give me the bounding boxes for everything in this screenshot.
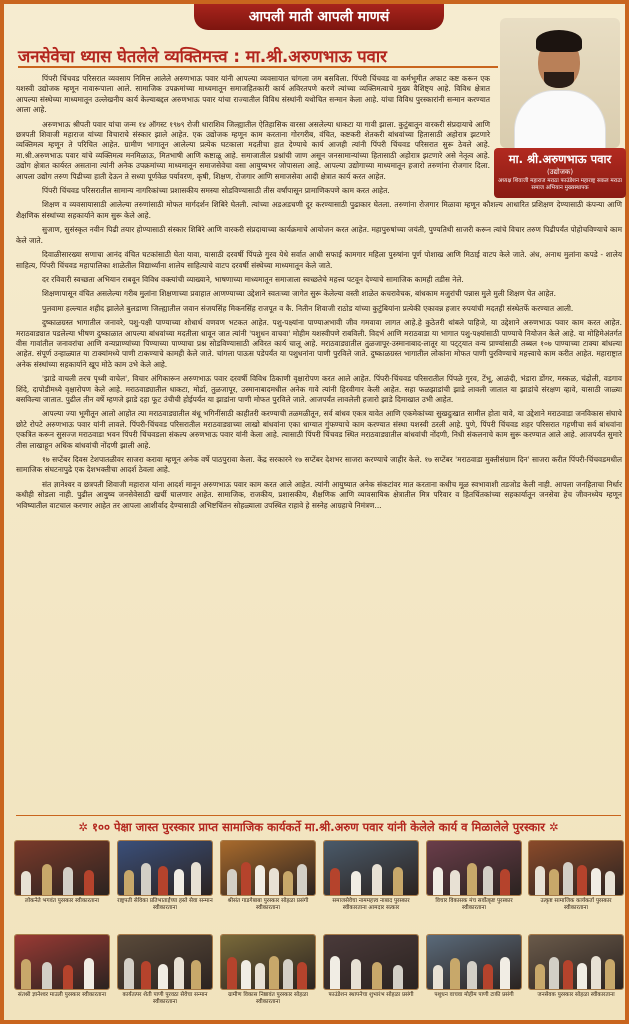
photo-person — [158, 964, 168, 989]
award-tile — [14, 840, 110, 905]
profile-subtitle: अध्यक्ष शिवाजी महाराज मराठा फाउंडेशन महाराष्ट्र सकल मराठा समाज अभियान मुख्यस्थापक — [498, 178, 622, 191]
article-paragraph: १७ सप्टेंबर दिवस टेशपातळीवर साजरा करावा म्हणून अनेक वर्षे पाठपुरावा केला. केंद्र सरकारने १७ सप्टेंबर देशभर साजरा करण्याचे जाहीर केले. १७ सप्टेंबर 'मराठवाडा मुक्तीसंग्राम दिन' साजरा करीत पिंपरी-चिंचवडमधील सामाजिक संघटनापुढे एक देशभक्तीचा आदर्श ठेवला आहे. — [16, 455, 622, 475]
award-photo — [220, 840, 316, 896]
award-photo — [14, 840, 110, 896]
photo-person — [42, 962, 52, 989]
article-paragraph: शिक्षणापासून वंचित असलेल्या गरीब मुलांना शिक्षणाच्या प्रवाहात आणण्याच्या उद्देशाने स्वतःच्या जागेत सुरू केलेल्या वस्ती शाळेत कचरावेचक, बांधकाम मजुरांची पन्नास मुले मुली शिक्षण घेत आहेत. — [42, 289, 556, 299]
article-paragraph: संत ज्ञानेश्वर व छत्रपती शिवाजी महाराज यांना आदर्श मानून अरुणभाऊ पवार काम करत आले आहेत. त्यांनी आयुष्यात अनेक संकटांवर मात करताना कधीच मूळ स्वभावाशी तडजोड केली नाही. आपला जनहिताचा निर्धार कधीही सोडला नाही. पुढील आयुष्य जनसेवेसाठी खर्ची घालणार आहेत. सामाजिक, राजकीय, प्रशासकीय, शैक्षणिक आणि व्यावसायिक क्षेत्रातील मित्र परिवार व हितचिंतकांच्या सहकार्यातून जनसेवा हेच जीवनध्येय म्हणून भविष्यातील वाटचाल करणार आहेत तर आपला आशीर्वाद देण्यासाठी अभिष्टचिंतन सोहळ्याला उपस्थित राहावे हे सस्नेह आग्रहाचे निमंत्रण... — [16, 479, 622, 510]
photo-person — [269, 956, 279, 989]
article-paragraph: दिवाळीसारख्या सणाचा आनंद वंचित घटकांसाठी घेता यावा, यासाठी दरवर्षी पिंपळे गुरव येथे सर्वात आधी सफाई कामगार महिला पुरुषांना पूर्ण पोशाख आणि मिठाई वाटप केले जाते. अंध, अनाथ मुलांना कपडे - शालेय साहित्य, पिंपरी चिंचवड महापालिका शाळेतील विद्यार्थ्यांना शालेय साहित्याचे वाटप दरवर्षी संस्थेच्या माध्यमातून केले जाते. — [16, 250, 622, 270]
photo-person — [255, 963, 265, 989]
photo-person — [450, 958, 460, 989]
photo-person — [535, 964, 545, 989]
photo-person — [549, 869, 559, 895]
award-tile — [323, 934, 419, 999]
top-banner: आपली माती आपली माणसं — [194, 4, 444, 30]
photo-person — [283, 959, 293, 989]
article-paragraph: दर रविवारी स्वच्छता अभियान राबवून विविध वक्त्यांची व्याख्याने, भाषणाच्या माध्यमातून समाजाला स्वच्छतेचे महत्त्व पटवून देण्याचे सामाजिक कामही तडीस नेले. — [42, 274, 464, 284]
article-paragraph: दुष्काळग्रस्त भागातील जनावरे, पशु-पक्षी पाण्याच्या शोधार्थ वणवण भटकत आहेत. पशु-पक्ष्यांना पाण्याअभावी जीव गमवावा लागत आहे.हे कुठेतरी थांबले पाहिजे, या उद्देशाने अरुणभाऊ पवार काम करत आहेत. मराठवाड्यात पडलेल्या भीषण दुष्काळात आपल्या बांधवांच्या मदतीला धावून जात त्यांनी 'पशुधन वाचवा' मोहीम यशस्वीपणे राबविली. विदर्भ आणि मराठवाडा या भागात पशु-पक्ष्यांसाठी पाण्याचे नियोजन केले आहे. या मोहिमेअंतर्गत वीस गावांतील जनावरांचा आणि वन्यप्राण्यांच्या पिण्याच्या पाण्याचा प्रश्न सोडविण्यासाठी अविरत कार्य चालू आहे. मराठवाड्यातील तुळजापूर-उस्मानाबाद-लातूर या पट्ट्यात वन्य प्राण्यांसाठी तब्बल १०७ पाण्याच्या टाक्या बांधल्या आहेत. संपूर्ण उन्हाळ्यात या टाक्यांमध्ये पाणी टाकण्याचे कामही केले जाते. चांगला पाऊस पडेपर्यंत या पशुधनांना पाणी पुरविले जाते. दुष्काळग्रस्त भागातील लोकांना मोफत पाणी पुरविण्याचे महत्त्वाचे काम करीत आहेत. महाराष्ट्रात अनेक संस्थांच्या सहकार्याने खूप मोठे काम उभे केले आहे. — [16, 318, 622, 369]
award-caption: लोकनेते भगवंत पुरस्कार स्वीकारताना — [24, 898, 100, 904]
award-tile — [220, 934, 316, 1006]
photo-person — [241, 960, 251, 989]
award-photo — [323, 934, 419, 990]
awards-gallery — [14, 840, 624, 1024]
photo-person — [351, 959, 361, 989]
award-photo — [426, 840, 522, 896]
photo-person — [351, 871, 361, 895]
award-caption: विचार विकासक मंच सर्वोत्कृष्ट पुरस्कार स्वीकारताना — [435, 898, 513, 911]
photo-person — [297, 962, 307, 989]
article-paragraph: पिंपरी चिंचवड परिसरात व्यवसाय निमित्त आलेले अरुणभाऊ पवार यांनी आपल्या व्यवसायात चांगला जम बसविला. पिंपरी चिंचवड वा कर्मभूमीत अफाट कष्ट करून एक यशस्वी उद्योजक म्हणून नावारूपाला आले. सामाजिक उपक्रमांच्या माध्यमातून समाजहितकारी कार्य अविरतपणे करणे त्यांच्या व्यक्तिमत्वाचे मुख्य वैशिष्ट्य आहे. विविध क्षेत्रात आपल्या संस्थेच्या माध्यमातून उल्लेखनीय कार्य केल्याबद्दल अरुणभाऊ पवार यांचा राज्यातील विविध संस्थांनी यथोचित सन्मान केला आहे. यांचा विविध पुरस्कारांनी सन्मान करण्यात आला आहे. — [16, 74, 490, 115]
photo-person — [21, 959, 31, 989]
award-photo — [220, 934, 316, 990]
photo-person — [124, 958, 134, 989]
profile-name: मा. श्री.अरुणभाऊ पवार — [508, 152, 612, 166]
award-photo — [14, 934, 110, 990]
award-caption: राष्ट्रपती सेविका प्रतिभाताईंच्या हस्ते सेवा सन्मान स्वीकारताना — [117, 898, 213, 911]
photo-person — [297, 864, 307, 895]
award-caption: श्रीसंत गाडगेबाबा पुरस्कार सोहळा प्रसंगी स्वीकारताना — [227, 898, 309, 911]
award-caption: ग्रामीण विकास निष्ठावंत पुरस्कार सोहळा स्वीकारताना — [228, 992, 308, 1005]
photo-person — [549, 957, 559, 989]
photo-person — [330, 868, 340, 895]
article-title: जनसेवेचा ध्यास घेतलेले व्यक्तिमत्त्व : मा.श्री.अरुणभाऊ पवार — [18, 47, 387, 66]
photo-person — [467, 863, 477, 895]
photo-person — [577, 963, 587, 989]
award-caption: पशुधन वाचवा मोहीम पाणी टाकी प्रसंगी — [434, 992, 514, 998]
article-paragraph: पिंपरी चिंचवड परिसरातील सामान्य नागरिकांच्या प्रशासकीय समस्या सोडविण्यासाठी तीस वर्षांपासून प्रामाणिकपणे काम करत आहेत. — [42, 186, 390, 196]
award-tile — [426, 840, 522, 912]
photo-person — [63, 965, 73, 989]
photo-person — [577, 865, 587, 895]
photo-person — [227, 869, 237, 895]
photo-person — [84, 870, 94, 895]
award-photo — [528, 934, 624, 990]
photo-person — [330, 956, 340, 989]
photo-person — [433, 867, 443, 895]
photo-person — [372, 864, 382, 895]
article-paragraph: पुलवामा हल्ल्यात शहीद झालेले बुलडाणा जिल्ह्यातील जवान संजयसिंह मिकनसिंह राजपूत व कै. नितीन शिवाजी राठोड यांच्या कुटुंबियांना प्रत्येकी एकावन्न हजार रुपयांची मदतही संस्थेतर्फे करण्यात आली. — [42, 303, 574, 313]
article-paragraph: सुजाण, सुसंस्कृत नवीन पिढी तयार होण्यासाठी संस्कार शिबिरे आणि वारकरी संप्रदायाच्या कार्यक्रमाचे आयोजन करत आहेत. महापुरुषांच्या जयंती, पुण्यतिथी साजरी करून त्यांचे विचार तरुण पिढीपर्यंत पोहोचविण्याचे काम केले जाते. — [16, 225, 622, 245]
photo-person — [158, 866, 168, 895]
article-paragraph: 'झाडे वाचली तरच पृथ्वी वाचेल', विचार अंगिकारून अरुणभाऊ पवार दरवर्षी विविध ठिकाणी वृक्षारोपण करत आले आहेत. पिंपरी-चिंचवड परिसरातील पिंपळे गुरव, टेंभू, आळंदी, भंडारा डोंगर, मस्कळ, चंद्रोली, वडगाव शिंदे, दापोडीमध्ये वृक्षारोपण केले आहे. मराठवाड्यातील धाकटा, मोर्डा, तुळजापूर, उस्मानाबादमधील अनेक गावे त्यांनी हिरवीगार केली आहेत. सहा फळझाडांची झाडे लावली जातात या झाडांचे संरक्षण व्हावे, यासाठी जाळ्या बसविल्या जातात. पुढील तीन वर्षे म्हणजे झाडे दहा फूट उंचीची होईपर्यंत या झाडांना पाणी मोफत पुरविले जाते. आजपर्यंत लावलेली हजारो झाडे दिमाखात उभी आहेत. — [16, 374, 622, 404]
photo-person — [124, 870, 134, 895]
award-caption: उत्कृष्ट सामाजिक कार्यकर्ता पुरस्कार स्वीकारताना — [540, 898, 612, 911]
photo-person — [174, 869, 184, 895]
award-photo — [426, 934, 522, 990]
photo-person — [563, 960, 573, 989]
award-tile — [528, 840, 624, 912]
photo-person — [21, 871, 31, 895]
photo-person — [483, 964, 493, 989]
award-photo — [117, 840, 213, 896]
photo-person — [191, 960, 201, 989]
photo-person — [227, 957, 237, 989]
photo-person — [500, 957, 510, 989]
title-divider — [18, 66, 498, 68]
article-paragraph: शिक्षण व व्यवसायासाठी आलेल्या तरुणांसाठी मोफत मार्गदर्शन शिबिरे घेतली. त्यांच्या अडअडचणी दूर करण्यासाठी पुढाकार घेतला. तरुणांना रोजगार मिळावा म्हणून कौशल्य आधारित प्रशिक्षण देण्यासाठी कंपन्या आणि शैक्षणिक संस्थांच्या सहकार्याने काम सुरू केले आहे. — [16, 200, 622, 220]
photo-person — [241, 862, 251, 895]
award-tile — [528, 934, 624, 999]
photo-person — [174, 957, 184, 989]
photo-person — [141, 863, 151, 895]
award-tile — [220, 840, 316, 912]
award-photo — [117, 934, 213, 990]
photo-person — [255, 865, 265, 895]
photo-person — [42, 864, 52, 895]
photo-person — [591, 956, 601, 989]
photo-person — [63, 867, 73, 895]
photo-person — [191, 862, 201, 895]
award-caption: जनसेवक पुरस्कार सोहळा स्वीकारताना — [537, 992, 615, 998]
photo-person — [605, 959, 615, 989]
photo-person — [283, 871, 293, 895]
photo-person — [535, 866, 545, 895]
awards-heading: ✲ १०० पेक्षा जास्त पुरस्कार प्राप्त सामाजिक कार्यकर्ते मा.श्री.अरुण पवार यांनी केलेले कार्य व मिळालेले पुरस्कार ✲ — [16, 815, 621, 837]
photo-person — [433, 965, 443, 989]
award-tile — [117, 934, 213, 1006]
award-caption: समाजसेवेचा नाममहत्त्व नाबाद पुरस्कार स्वीकारताना आमदार सत्कार — [332, 898, 410, 911]
photo-person — [141, 961, 151, 989]
award-caption: फाउंडेशन स्थापनेचा शुभारंभ सोहळा प्रसंगी — [328, 992, 414, 998]
award-caption: संतश्री ज्ञानेश्वर माउली पुरस्कार स्वीकारताना — [17, 992, 107, 998]
photo-person — [269, 868, 279, 895]
article-paragraph: आपल्या ज्या भूमीतून आलो आहोत त्या मराठवाड्यातील बंधू भगिनींसाठी काहीतरी करण्याची तळमळीतून, सर्व बांधव एकत्र यावेत आणि एकमेकांच्या सुखदुःखात सामील होता यावे, या उद्देशाने मराठवाडा जनविकास संघाचे छोटे रोपटे अरुणभाऊ पवार यांनी लावले. पिंपरी-चिंचवड परिसरातील मराठवाड्याच्या लाखो बांधवांना एका धाग्यात गुंफण्याचे काम करण्यात संस्था यशस्वी ठरली आहे. पुणे, पिंपरी चिंचवड शहर परिसरात गहणीचा सर्व बांधवांना एकत्रित करून सुसज्ज मराठवाडा भवन पिंपरी चिंचवडला संकल्प अरुणभाऊ पवार यांनी केला आहे. त्यासाठी पिंपरी चिंचवड स्थित मराठवाड्यातील बांधवांची नोंदणी, निधी संकलनाचे काम सुरू करण्यात आले आहे. आजपर्यंत सुमारे तीस लाखाहून अधिक बांधवांची नोंदणी झाली आहे. — [16, 409, 622, 450]
article-body — [16, 74, 622, 515]
award-tile — [426, 934, 522, 999]
award-caption: कार्यतत्पर शेती पाणी पुरवठा सेवेचा सन्मान स्वीकारताना — [122, 992, 208, 1005]
award-tile — [323, 840, 419, 912]
photo-person — [393, 867, 403, 895]
award-photo — [323, 840, 419, 896]
award-tile — [117, 840, 213, 912]
portrait-hair — [536, 30, 582, 52]
photo-person — [393, 965, 403, 989]
article-paragraph: अरुणभाऊ श्रीपती पवार यांचा जन्म १४ ऑगस्ट १९७९ रोजी धाराशिव जिल्ह्यातील ऐतिहासिक वारसा असलेल्या धाकटा या गावी झाला. कुटुंबातून वारकरी संप्रदायाचे आणि छत्रपती शिवाजी महाराज यांच्या विचाराचे संस्कार झाले आहेत. एक उद्योजक म्हणून काम करताना गोरगरीब, वंचित, कष्टकरी शेतकरी बांधवांच्या हितासाठी अहोरात्र झटणारे व्यक्तिमत्व म्हणून ते परिचित आहेत. ग्रामीण भागातून आलेल्या प्रत्येक घटकाला मदतीचा हात देण्याचे कार्य आजही त्यांनी पिंपरी चिंचवड परिसरात सुरू ठेवले आहे. मा.श्री.अरुणभाऊ पवार यांचे व्यक्तिमत्व मनमिळाऊ, मितभाषी आणि कष्टाळू आहे. समाजातील प्रश्नांची जाण असून जनसामान्यांच्या हितासाठी अहोरात्र झटणारे असे नेतृत्व आहे. उद्योग क्षेत्रात कार्यरत असताना त्यांनी अनेक उपक्रमांच्या माध्यमातून समाजसेवेचा वसा आयुष्यभर जोपासला आहे. आपल्या उद्योगाच्या माध्यमातून हजारो तरुणांना रोजगार दिला. आपला उद्योग तरुण पिढीच्या हाती देऊन ते सध्या पूर्णवेळ पर्यावरण, कृषी, शिक्षण, रोजगार आणि समाजसेवा आदी क्षेत्रात कार्य करत आहेत. — [16, 119, 490, 181]
photo-person — [563, 862, 573, 895]
photo-person — [372, 962, 382, 989]
photo-person — [84, 958, 94, 989]
photo-person — [450, 870, 460, 895]
photo-person — [605, 871, 615, 895]
award-tile — [14, 934, 110, 999]
photo-person — [467, 961, 477, 989]
profile-role: (उद्योजक) — [546, 168, 574, 176]
photo-person — [500, 869, 510, 895]
photo-person — [591, 868, 601, 895]
photo-person — [483, 866, 493, 895]
award-photo — [528, 840, 624, 896]
